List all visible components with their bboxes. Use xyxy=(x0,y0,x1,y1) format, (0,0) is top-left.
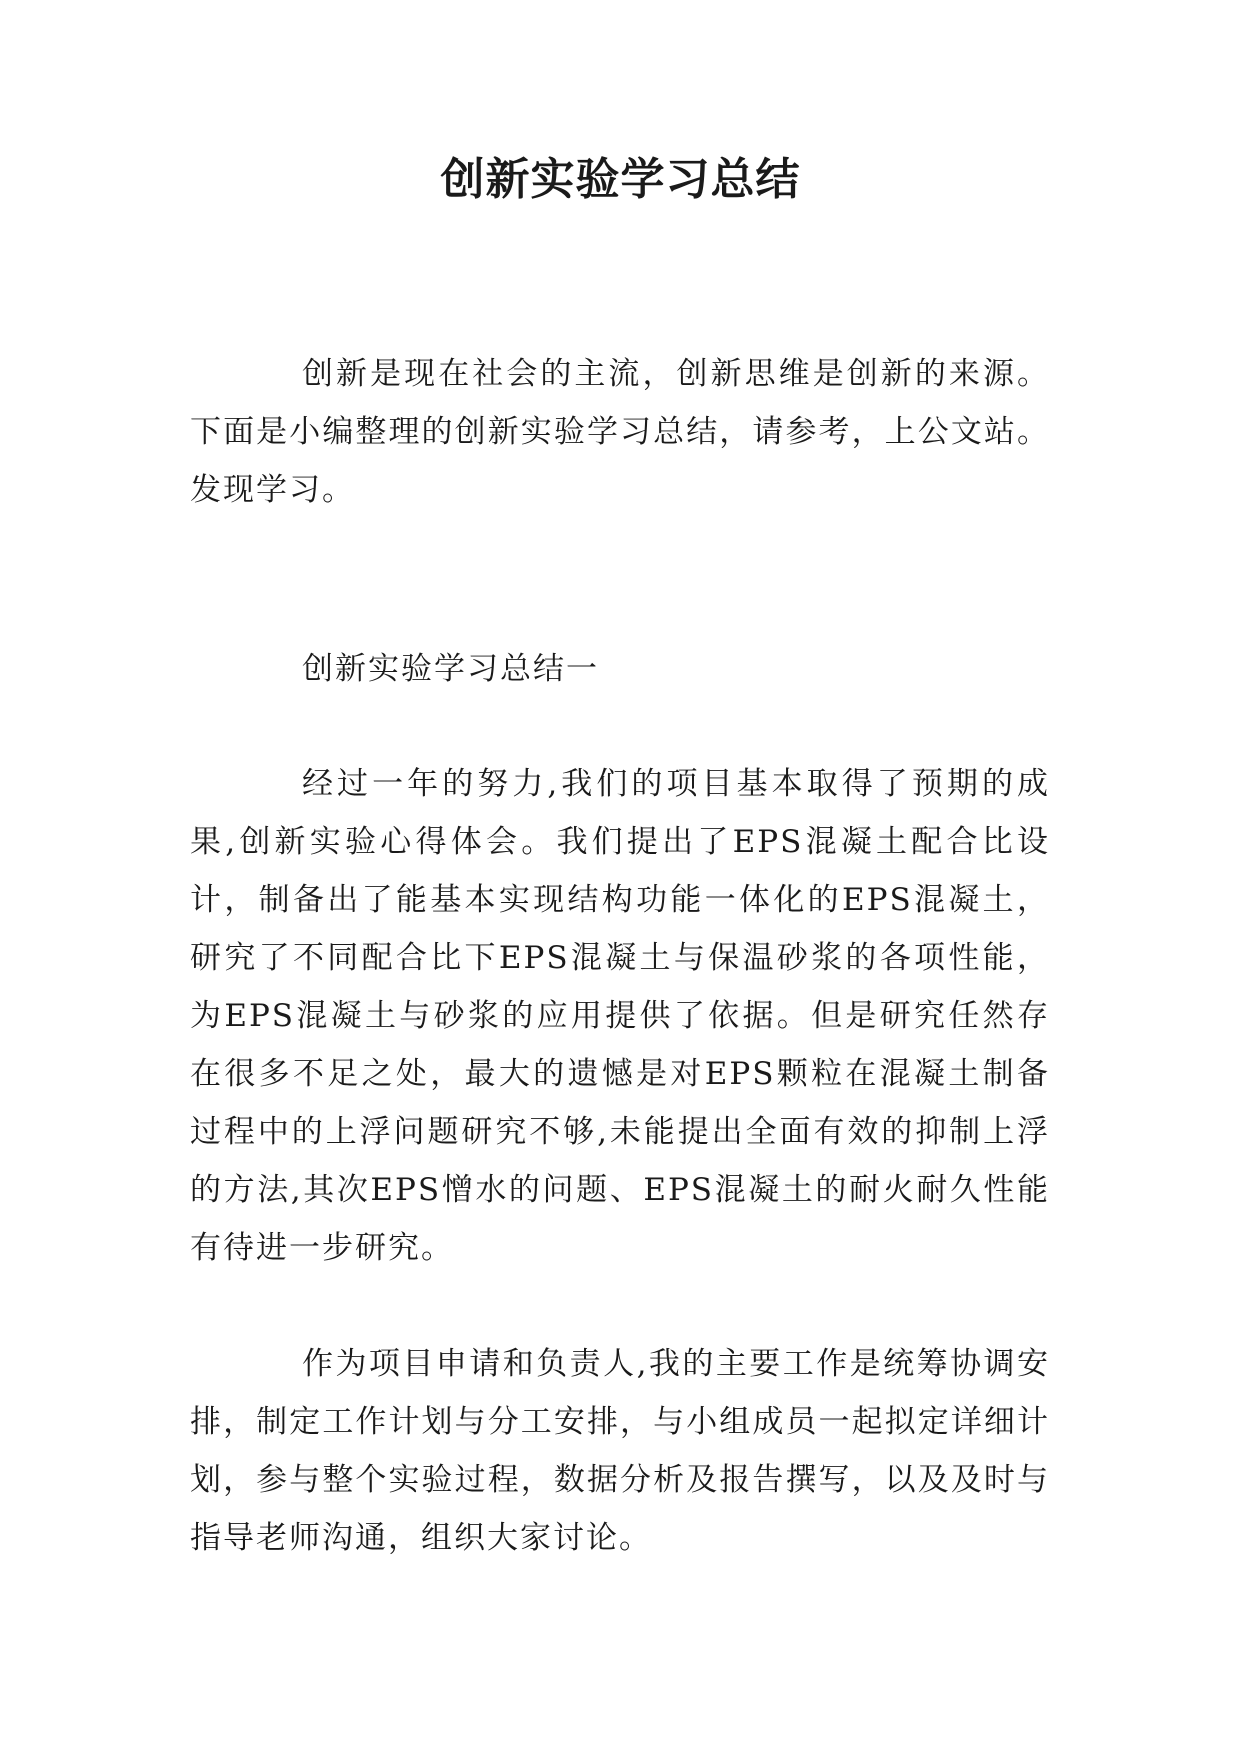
intro-paragraph: 创新是现在社会的主流，创新思维是创新的来源。下面是小编整理的创新实验学习总结，请参考，上公文站。发现学习。 xyxy=(190,356,1050,508)
section-heading: 创新实验学习总结一 xyxy=(302,651,599,687)
body-paragraph: 作为项目申请和负责人,我的主要工作是统筹协调安排，制定工作计划与分工安排，与小组成员一起拟定详细计划，参与整个实验过程，数据分析及报告撰写，以及及时与指导老师沟通，组织大家讨论。 xyxy=(190,1346,1050,1556)
body-paragraph: 经过一年的努力,我们的项目基本取得了预期的成果,创新实验心得体会。我们提出了EPS混凝土配合比设计，制备出了能基本实现结构功能一体化的EPS混凝土，研究了不同配合比下EPS混凝土与保温砂浆的各项性能，为EPS混凝土与砂浆的应用提供了依据。但是研究任然存在很多不足之处，最大的遗憾是对EPS颗粒在混凝土制备过程中的上浮问题研究不够,未能提出全面有效的抑制上浮的方法,其次EPS憎水的问题、EPS混凝土的耐火耐久性能有待进一步研究。 xyxy=(190,766,1050,1266)
document-title: 创新实验学习总结 xyxy=(440,154,801,205)
